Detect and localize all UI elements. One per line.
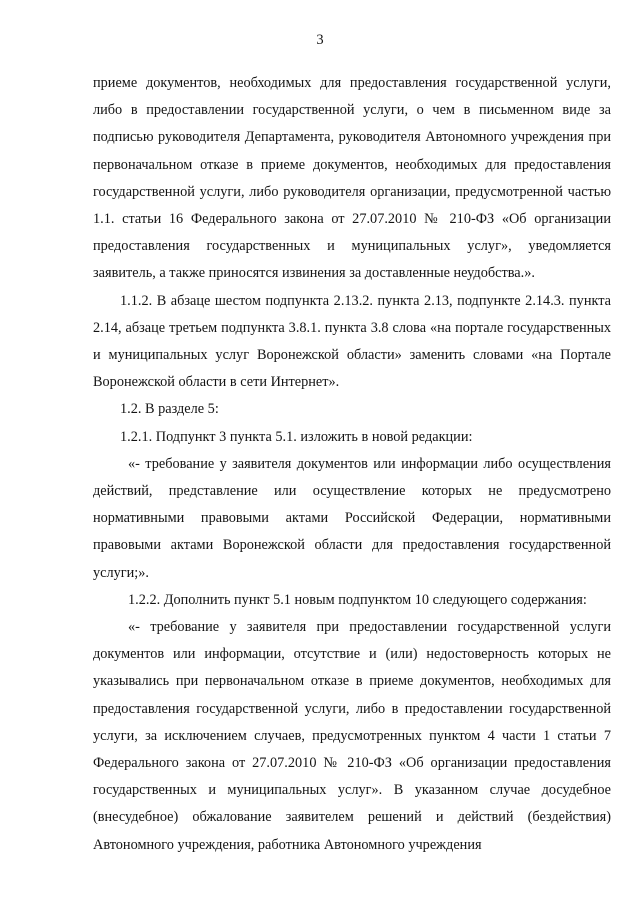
- paragraph-1-1-2: 1.1.2. В абзаце шестом подпункта 2.13.2. пункта 2.13, подпункте 2.14.3. пункта 2.14, абзаце третьем подпункта 3.8.1. пункта 3.8 слова «на портале государственных и муниципальных услуг Воронежской области» заменить словами «на Портале Воронежской области в сети Интернет».: [93, 292, 611, 391]
- paragraph-quoted-new-item: «- требование у заявителя при предоставлении государственной услуги документов или информации, отсутствие и (или) недостоверность которых не указывались при первоначальном отказе в приеме документов, необходимых для предоставления государственной услуги, либо в предоставлении государственной услуги, за исключением случаев, предусмотренных пунктом 4 части 1 статьи 7 Федерального закона от 27.07.2010 № 210-ФЗ «Об организации предоставления государственных и муниципальных услуг». В указанном случае досудебное (внесудебное) обжалование заявителем решений и действий (бездействия) Автономного учреждения, работника Автономного учреждения: [93, 619, 611, 853]
- page-number: 3: [316, 32, 324, 48]
- paragraph-quoted-requirement: «- требование у заявителя документов или информации либо осуществления действий, представление или осуществление которых не предусмотрено нормативными правовыми актами Российской Федерации, нормативными правовыми актами Воронежской области для предоставления государственной услуги;».: [93, 455, 611, 581]
- document-body: [93, 70, 611, 859]
- paragraph-1-2-1: 1.2.1. Подпункт 3 пункта 5.1. изложить в новой редакции:: [120, 428, 473, 445]
- paragraph-continuation: приеме документов, необходимых для предоставления государственной услуги, либо в предоставлении государственной услуги, о чем в письменном виде за подписью руководителя Департамента, руководителя Автономного учреждения при первоначальном отказе в приеме документов, необходимых для предоставления государственной услуги, либо руководителя организации, предусмотренной частью 1.1. статьи 16 Федерального закона от 27.07.2010 № 210-ФЗ «Об организации предоставления государственных и муниципальных услуг», уведомляется заявитель, а также приносятся извинения за доставленные неудобства.».: [93, 75, 611, 282]
- paragraph-1-2-2: 1.2.2. Дополнить пункт 5.1 новым подпунктом 10 следующего содержания:: [128, 591, 587, 608]
- paragraph-1-2-heading: 1.2. В разделе 5:: [120, 401, 219, 418]
